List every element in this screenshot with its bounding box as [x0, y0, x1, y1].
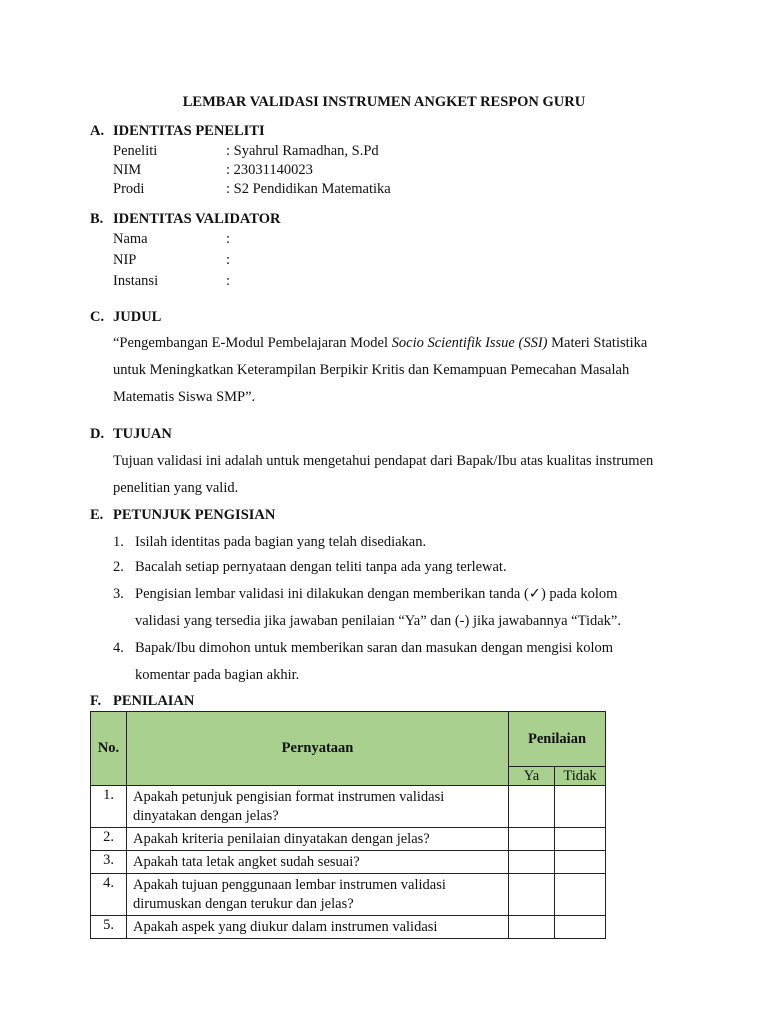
no-cell[interactable] — [555, 851, 606, 874]
header-yes: Ya — [509, 767, 555, 786]
section-a-title: IDENTITAS PENELITI — [113, 123, 265, 139]
section-f-title: PENILAIAN — [113, 693, 195, 709]
judul-line-1-italic: Socio Scientifik Issue (SSI) — [391, 335, 548, 351]
section-c-letter: C. — [90, 309, 105, 325]
statement-line: Apakah aspek yang diukur dalam instrumen validasi — [133, 919, 438, 935]
no-cell[interactable] — [555, 786, 606, 828]
instruction-text: Isilah identitas pada bagian yang telah disediakan. — [135, 534, 427, 550]
judul-line-1-post: Materi Statistika — [547, 335, 648, 351]
header-statement: Pernyataan — [127, 712, 509, 786]
instruction-number: 1. — [113, 534, 124, 550]
tujuan-line-2: penelitian yang valid. — [113, 480, 239, 496]
instruction-number: 4. — [113, 640, 124, 656]
assessment-table — [90, 711, 606, 939]
judul-line-3: Matematis Siswa SMP”. — [113, 389, 256, 405]
statement-line: Apakah tata letak angket sudah sesuai? — [133, 854, 360, 870]
statement-line: dinyatakan dengan jelas? — [133, 808, 279, 824]
judul-line-1-pre: “Pengembangan E-Modul Pembelajaran Model — [113, 335, 392, 351]
researcher-label: Peneliti — [113, 143, 158, 159]
instruction-text: validasi yang tersedia jika jawaban penilaian “Ya” dan (-) jika jawabannya “Tidak”. — [135, 613, 621, 629]
prodi-label: Prodi — [113, 181, 145, 197]
document-title: LEMBAR VALIDASI INSTRUMEN ANGKET RESPON GURU — [182, 94, 586, 110]
judul-line-2: untuk Meningkatkan Keterampilan Berpikir Kritis dan Kemampuan Pemecahan Masalah — [113, 362, 630, 378]
section-d-letter: D. — [90, 426, 105, 442]
table-row — [91, 874, 606, 916]
validator-name-value: : — [226, 231, 231, 247]
researcher-value: : Syahrul Ramadhan, S.Pd — [226, 143, 379, 159]
row-number: 5. — [91, 916, 127, 939]
validator-nip-value: : — [226, 252, 231, 268]
section-b-letter: B. — [90, 211, 104, 227]
table-row — [91, 851, 606, 874]
row-number: 4. — [91, 874, 127, 916]
table-row — [91, 916, 606, 939]
yes-cell[interactable] — [509, 851, 555, 874]
yes-cell[interactable] — [509, 874, 555, 916]
instruction-number: 3. — [113, 586, 124, 602]
row-statement — [127, 874, 509, 916]
validator-institution-value: : — [226, 273, 231, 289]
yes-cell[interactable] — [509, 828, 555, 851]
validator-institution-label: Instansi — [113, 273, 159, 289]
instruction-text: komentar pada bagian akhir. — [135, 667, 300, 683]
yes-cell[interactable] — [509, 786, 555, 828]
row-number: 2. — [91, 828, 127, 851]
instruction-text: Bapak/Ibu dimohon untuk memberikan saran dan masukan dengan mengisi kolom — [135, 640, 613, 656]
row-statement — [127, 828, 509, 851]
no-cell[interactable] — [555, 916, 606, 939]
statement-line: Apakah petunjuk pengisian format instrumen validasi — [133, 789, 445, 805]
header-no: No. — [91, 712, 127, 786]
no-cell[interactable] — [555, 828, 606, 851]
validator-name-label: Nama — [113, 231, 148, 247]
nim-label: NIM — [113, 162, 142, 178]
validator-nip-label: NIP — [113, 252, 137, 268]
prodi-value: : S2 Pendidikan Matematika — [226, 181, 391, 197]
tujuan-line-1: Tujuan validasi ini adalah untuk mengetahui pendapat dari Bapak/Ibu atas kualitas instrumen — [113, 453, 654, 469]
section-a-letter: A. — [90, 123, 105, 139]
row-number: 1. — [91, 786, 127, 828]
judul-line-1 — [113, 336, 647, 351]
table-row — [91, 786, 606, 828]
table-row — [91, 828, 606, 851]
yes-cell[interactable] — [509, 916, 555, 939]
header-no-answer: Tidak — [555, 767, 606, 786]
instruction-text: Bacalah setiap pernyataan dengan teliti tanpa ada yang terlewat. — [135, 559, 507, 575]
section-b-title: IDENTITAS VALIDATOR — [113, 211, 281, 227]
section-f-letter: F. — [90, 693, 102, 709]
row-statement — [127, 786, 509, 828]
row-statement — [127, 916, 509, 939]
section-e-title: PETUNJUK PENGISIAN — [113, 507, 276, 523]
section-e-letter: E. — [90, 507, 104, 523]
no-cell[interactable] — [555, 874, 606, 916]
header-rating: Penilaian — [509, 712, 606, 767]
section-d-title: TUJUAN — [113, 426, 172, 442]
instruction-text: Pengisian lembar validasi ini dilakukan dengan memberikan tanda (✓) pada kolom — [135, 586, 618, 602]
nim-value: : 23031140023 — [226, 162, 313, 178]
statement-line: dirumuskan dengan terukur dan jelas? — [133, 896, 354, 912]
statement-line: Apakah tujuan penggunaan lembar instrumen validasi — [133, 877, 446, 893]
row-number: 3. — [91, 851, 127, 874]
row-statement — [127, 851, 509, 874]
section-c-title: JUDUL — [113, 309, 162, 325]
instruction-number: 2. — [113, 559, 124, 575]
statement-line: Apakah kriteria penilaian dinyatakan dengan jelas? — [133, 831, 430, 847]
